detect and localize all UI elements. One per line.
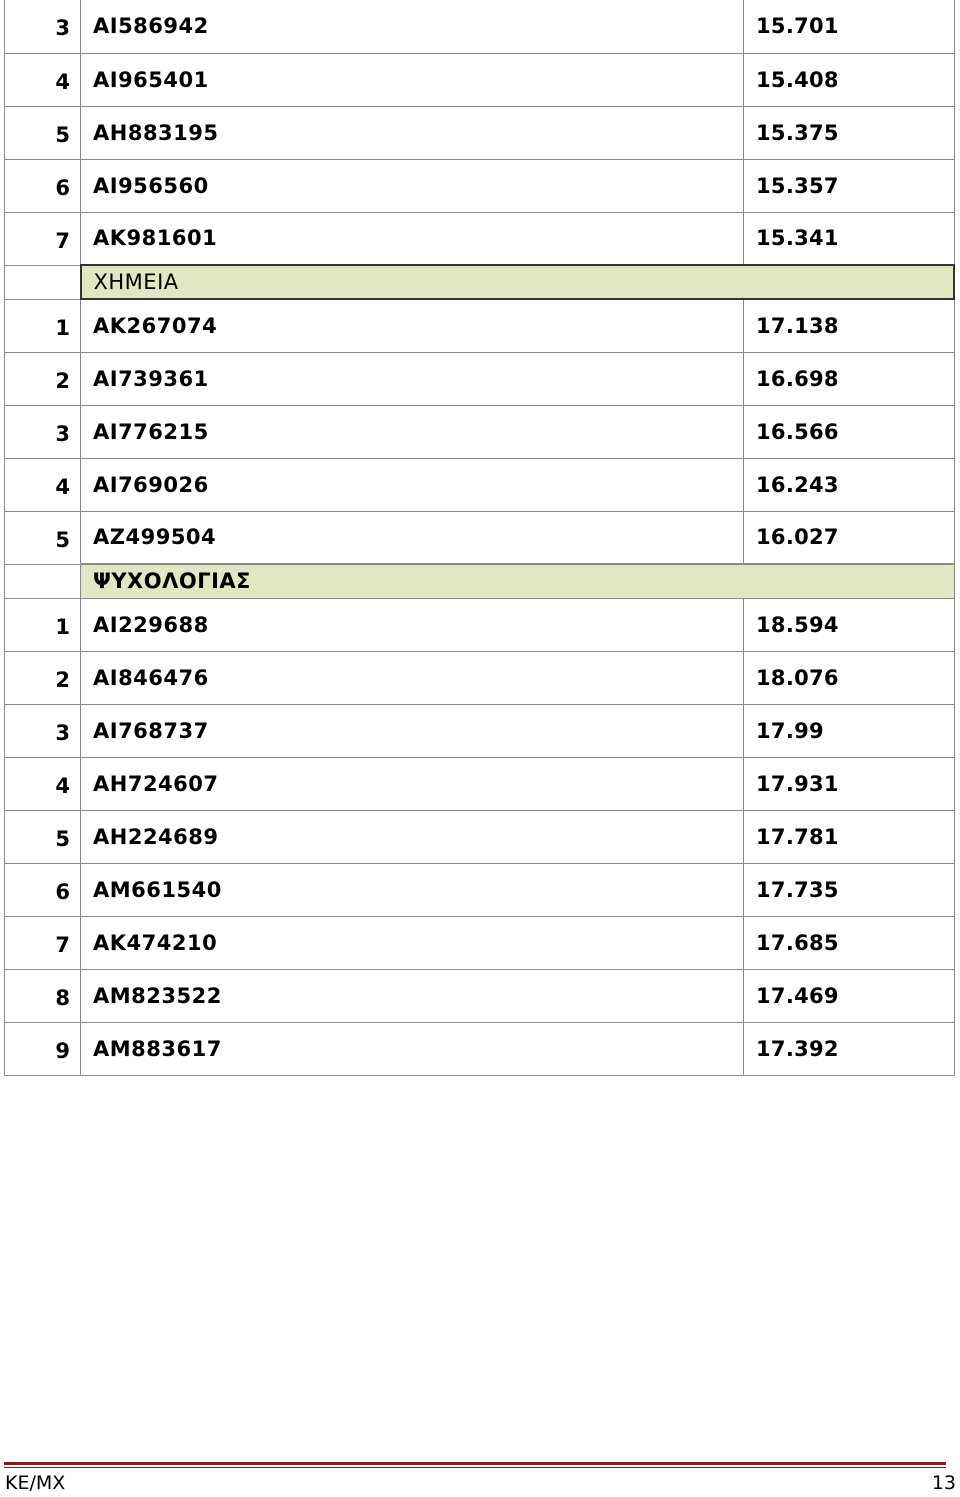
table-row xyxy=(5,159,955,212)
score-cell: 16.243 xyxy=(744,458,955,511)
section-header-row xyxy=(5,265,955,299)
table-row xyxy=(5,511,955,564)
score-cell: 17.392 xyxy=(744,1022,955,1075)
table-row xyxy=(5,704,955,757)
table-row xyxy=(5,0,955,53)
candidate-code-cell: ΑΙ586942 xyxy=(81,0,744,53)
score-cell: 15.375 xyxy=(744,106,955,159)
rank-cell: 6 xyxy=(5,863,81,916)
candidate-code-cell: ΑΜ883617 xyxy=(81,1022,744,1075)
rank-cell: 5 xyxy=(5,810,81,863)
score-cell: 15.357 xyxy=(744,159,955,212)
rank-cell: 4 xyxy=(5,53,81,106)
rank-cell: 3 xyxy=(5,0,81,53)
results-table xyxy=(4,0,955,1076)
footer-rule-thin xyxy=(4,1467,946,1468)
table-row xyxy=(5,651,955,704)
candidate-code-cell: ΑΙ965401 xyxy=(81,53,744,106)
rank-cell: 8 xyxy=(5,969,81,1022)
score-cell: 16.027 xyxy=(744,511,955,564)
rank-cell: 7 xyxy=(5,916,81,969)
table-row xyxy=(5,810,955,863)
score-cell: 18.076 xyxy=(744,651,955,704)
score-cell: 15.341 xyxy=(744,212,955,265)
score-cell: 17.931 xyxy=(744,757,955,810)
candidate-code-cell: ΑΖ499504 xyxy=(81,511,744,564)
rank-cell: 6 xyxy=(5,159,81,212)
candidate-code-cell: ΑΙ768737 xyxy=(81,704,744,757)
rank-cell: 5 xyxy=(5,511,81,564)
score-cell: 17.138 xyxy=(744,299,955,352)
candidate-code-cell: ΑΚ474210 xyxy=(81,916,744,969)
rank-cell: 1 xyxy=(5,598,81,651)
table-row xyxy=(5,352,955,405)
table-row xyxy=(5,916,955,969)
rank-cell: 4 xyxy=(5,458,81,511)
candidate-code-cell: ΑΜ661540 xyxy=(81,863,744,916)
score-cell: 16.566 xyxy=(744,405,955,458)
page-number: 13 xyxy=(931,1472,956,1494)
candidate-code-cell: ΑΙ769026 xyxy=(81,458,744,511)
rank-cell: 4 xyxy=(5,757,81,810)
rank-cell: 2 xyxy=(5,352,81,405)
section-title-chemistry: ΧΗΜΕΙΑ xyxy=(81,265,955,299)
footer-rule xyxy=(4,1462,946,1465)
section-spacer-cell xyxy=(5,265,81,299)
score-cell: 17.735 xyxy=(744,863,955,916)
table-row xyxy=(5,1022,955,1075)
table-row xyxy=(5,458,955,511)
table-row xyxy=(5,969,955,1022)
candidate-code-cell: ΑΙ229688 xyxy=(81,598,744,651)
score-cell: 16.698 xyxy=(744,352,955,405)
rank-cell: 5 xyxy=(5,106,81,159)
footer-label: ΚΕ/ΜΧ xyxy=(5,1472,66,1494)
candidate-code-cell: ΑΗ724607 xyxy=(81,757,744,810)
rank-cell: 9 xyxy=(5,1022,81,1075)
rank-cell: 1 xyxy=(5,299,81,352)
candidate-code-cell: ΑΗ883195 xyxy=(81,106,744,159)
section-title-psychology: ΨΥΧΟΛΟΓΙΑΣ xyxy=(81,564,955,598)
score-cell: 17.469 xyxy=(744,969,955,1022)
table-row xyxy=(5,299,955,352)
candidate-code-cell: ΑΜ823522 xyxy=(81,969,744,1022)
score-cell: 17.99 xyxy=(744,704,955,757)
score-cell: 15.701 xyxy=(744,0,955,53)
section-spacer-cell xyxy=(5,564,81,598)
table-row xyxy=(5,405,955,458)
score-cell: 17.685 xyxy=(744,916,955,969)
candidate-code-cell: ΑΚ267074 xyxy=(81,299,744,352)
candidate-code-cell: ΑΙ776215 xyxy=(81,405,744,458)
score-cell: 18.594 xyxy=(744,598,955,651)
table-row xyxy=(5,757,955,810)
section-header-row xyxy=(5,564,955,598)
results-sheet xyxy=(4,0,955,1076)
rank-cell: 3 xyxy=(5,704,81,757)
candidate-code-cell: ΑΗ224689 xyxy=(81,810,744,863)
candidate-code-cell: ΑΙ739361 xyxy=(81,352,744,405)
candidate-code-cell: ΑΚ981601 xyxy=(81,212,744,265)
candidate-code-cell: ΑΙ956560 xyxy=(81,159,744,212)
rank-cell: 2 xyxy=(5,651,81,704)
rank-cell: 7 xyxy=(5,212,81,265)
table-row xyxy=(5,863,955,916)
table-row xyxy=(5,53,955,106)
table-row xyxy=(5,106,955,159)
candidate-code-cell: ΑΙ846476 xyxy=(81,651,744,704)
rank-cell: 3 xyxy=(5,405,81,458)
score-cell: 15.408 xyxy=(744,53,955,106)
table-row xyxy=(5,598,955,651)
table-row xyxy=(5,212,955,265)
score-cell: 17.781 xyxy=(744,810,955,863)
